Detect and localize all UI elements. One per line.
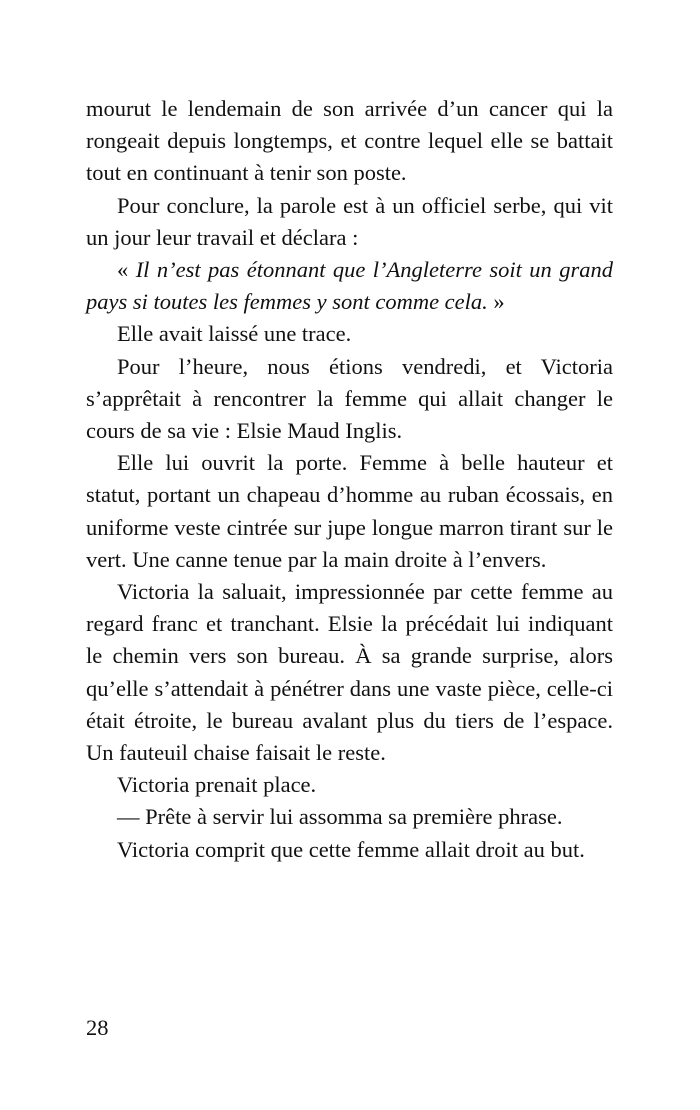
page-number: 28 (86, 1015, 109, 1040)
page-body (86, 93, 613, 866)
paragraph-trace: Elle avait laissé une trace. (117, 321, 352, 347)
paragraph-continuation: mourut le lendemain de son arrivée d’un cancer qui la rongeait depuis longtemps, et contre lequel elle se battait tout en continuant à tenir son poste. (86, 96, 613, 186)
close-quote-mark: » (487, 289, 505, 315)
paragraph-seat: Victoria prenait place. (117, 772, 317, 798)
open-quote-mark: « (117, 257, 136, 283)
paragraph-quote (86, 254, 613, 318)
paragraph-door: Elle lui ouvrit la porte. Femme à belle hauteur et statut, portant un chapeau d’homme au ruban écossais, en uniforme veste cintrée sur jupe longue marron tirant sur le vert. Une canne tenue par la main droite à l’envers. (86, 450, 613, 572)
paragraph-dialogue: — Prête à servir lui assomma sa première phrase. (117, 804, 563, 830)
quote-text: Il n’est pas étonnant que l’Angleterre soit un grand pays si toutes les femmes y sont comme cela. (86, 257, 613, 315)
paragraph-greeting: Victoria la saluait, impressionnée par cette femme au regard franc et tranchant. Elsie la précédait lui indiquant le chemin vers son bureau. À sa grande surprise, alors qu’elle s’attendait à pénétrer dans une vaste pièce, celle-ci était étroite, le bureau avalant plus du tiers de l’espace. Un fauteuil chaise faisait le reste. (86, 579, 613, 766)
paragraph-conclusion: Pour conclure, la parole est à un officiel serbe, qui vit un jour leur travail et déclara : (86, 192, 613, 250)
paragraph-conclusion-final: Victoria comprit que cette femme allait droit au but. (117, 836, 585, 862)
paragraph-friday: Pour l’heure, nous étions vendredi, et Victoria s’apprêtait à rencontrer la femme qui allait changer le cours de sa vie : Elsie Maud Inglis. (86, 353, 613, 444)
